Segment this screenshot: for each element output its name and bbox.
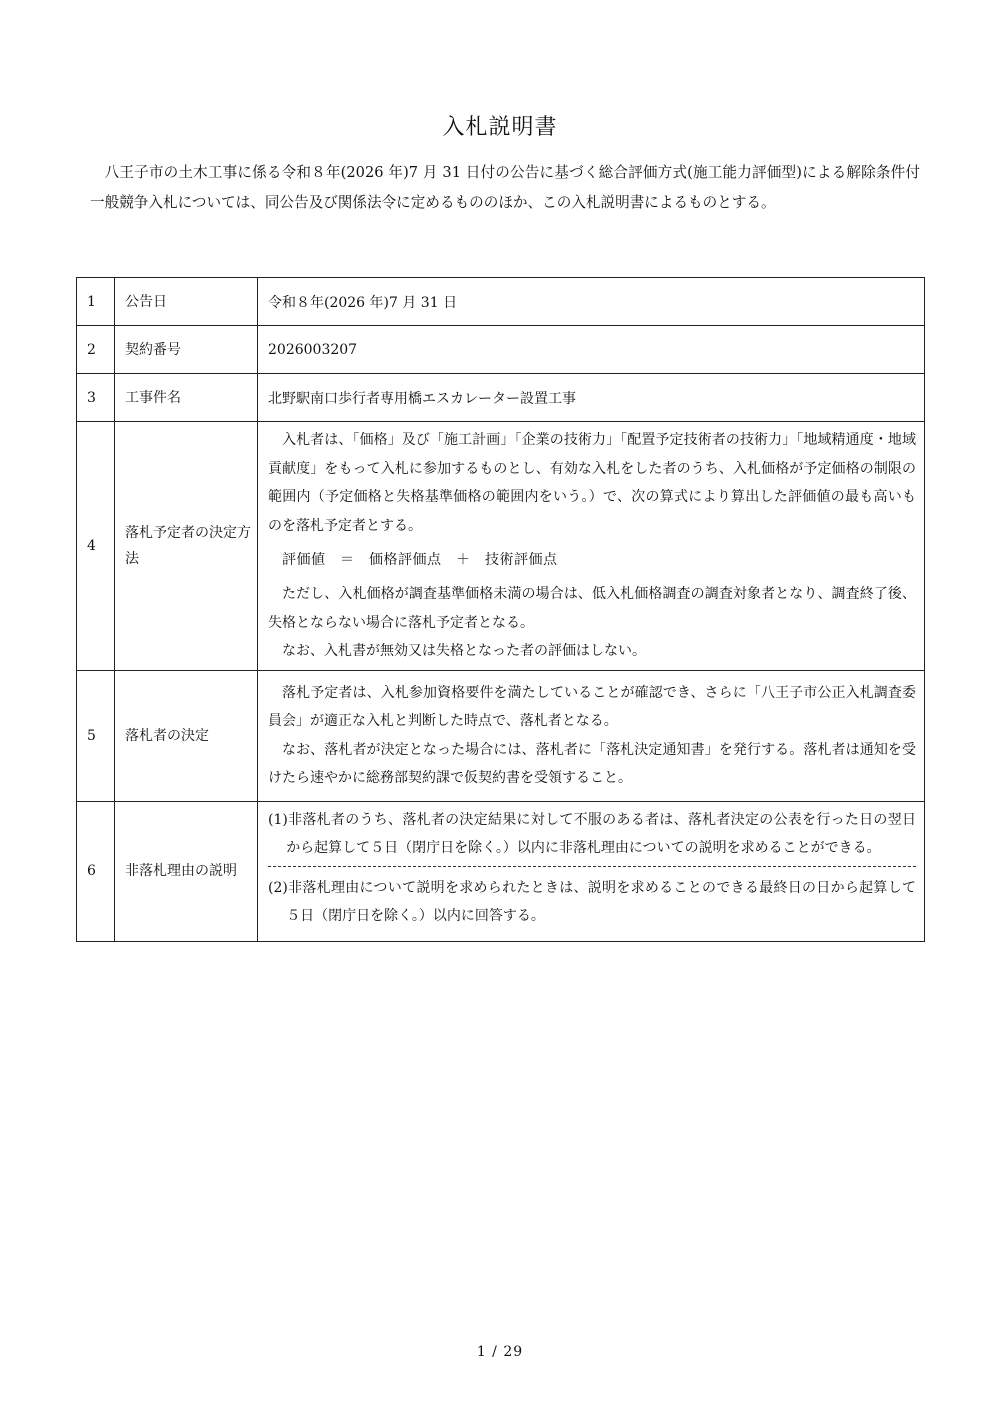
page-number: 1 / 29	[476, 1344, 524, 1360]
row-label: 工事件名	[115, 374, 258, 422]
evaluation-formula: 評価値 ＝ 価格評価点 ＋ 技術評価点	[282, 552, 558, 568]
row-number: 3	[77, 374, 115, 422]
row-value: 2026003207	[258, 326, 925, 374]
row-label: 契約番号	[115, 326, 258, 374]
row-value: 北野駅南口歩行者専用橋エスカレーター設置工事	[258, 374, 925, 422]
table-row	[77, 422, 925, 671]
row-label: 落札予定者の決定方法	[115, 422, 258, 671]
non-award-item-1	[268, 802, 916, 867]
row-number: 6	[77, 801, 115, 941]
table-row	[77, 326, 925, 374]
table-row	[77, 801, 925, 941]
row-number: 2	[77, 326, 115, 374]
invalid-bid-paragraph: なお、入札書が無効又は失格となった者の評価はしない。	[282, 643, 646, 659]
notification-paragraph: なお、落札者が決定となった場合には、落札者に「落札決定通知書」を発行する。落札者は通知を受けたら速やかに総務部契約課で仮契約書を受領すること。	[268, 741, 916, 786]
row-value	[258, 801, 925, 941]
decision-method-paragraph: 入札者は、「価格」及び「施工計画」「企業の技術力」「配置予定技術者の技術力」「地域精通度・地域貢献度」をもって入札に参加するものとし、有効な入札をした者のうち、入札価格が予定価格の制限の範囲内（予定価格と失格基準価格の範囲内をいう。）で、次の算式により算出した評価値の最も高いものを落札予定者とする。	[268, 432, 916, 534]
non-award-item-1-text: (1)非落札者のうち、落札者の決定結果に対して不服のある者は、落札者決定の公表を行った日の翌日から起算して５日（閉庁日を除く。）以内に非落札理由についての説明を求めることができる。	[268, 811, 916, 856]
row-label: 非落札理由の説明	[115, 801, 258, 941]
table-row	[77, 278, 925, 326]
row-label: 公告日	[115, 278, 258, 326]
row-number: 1	[77, 278, 115, 326]
row-number: 4	[77, 422, 115, 671]
intro-paragraph: 八王子市の土木工事に係る令和８年(2026 年)7 月 31 日付の公告に基づく総合評価方式(施工能力評価型)による解除条件付一般競争入札については、同公告及び関係法令に定めるもののほか、この入札説明書によるものとする。	[90, 164, 920, 211]
table-row	[77, 374, 925, 422]
table-row	[77, 670, 925, 801]
winner-decision-paragraph: 落札予定者は、入札参加資格要件を満たしていることが確認でき、さらに「八王子市公正入札調査委員会」が適正な入札と判断した時点で、落札者となる。	[268, 684, 916, 729]
non-award-item-2	[268, 867, 916, 941]
row-value: 令和８年(2026 年)7 月 31 日	[258, 278, 925, 326]
row-number: 5	[77, 670, 115, 801]
low-bid-paragraph: ただし、入札価格が調査基準価格未満の場合は、低入札価格調査の調査対象者となり、調査終了後、失格とならない場合に落札予定者となる。	[268, 586, 916, 631]
row-value	[258, 422, 925, 671]
row-value	[258, 670, 925, 801]
spec-table	[76, 277, 925, 942]
document-title: 入札説明書	[442, 115, 558, 140]
row-label: 落札者の決定	[115, 670, 258, 801]
non-award-item-2-text: (2)非落札理由について説明を求められたときは、説明を求めることのできる最終日の日から起算して５日（閉庁日を除く。）以内に回答する。	[268, 879, 916, 924]
